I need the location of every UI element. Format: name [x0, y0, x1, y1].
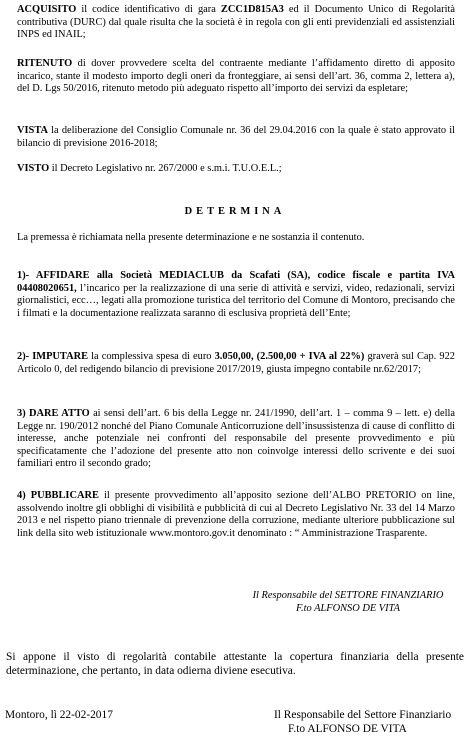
section-heading-determina: DETERMINA [184, 206, 286, 217]
item-3-dare-atto [17, 408, 455, 471]
signature-name: F.to ALFONSO DE VITA [296, 602, 400, 614]
text: graverà sul Cap. 922 Articolo 0, del redigendo bilancio di previsione 2017/2019, giusta impegno contabile nr.62/2017; [17, 351, 455, 375]
text: il codice identificativo di gara [76, 4, 221, 15]
text: ed il Documento Unico di Regolarità contributiva (DURC) dal quale risulta che la società è in regola con gli enti previdenziali ed assistenziali INPS ed INAIL; [17, 4, 455, 41]
keyword-visto: VISTO [17, 163, 50, 174]
keyword-acquisito: ACQUISITO [17, 4, 77, 15]
amount: 3.050,00, (2.500,00 + IVA al 22%) [214, 351, 365, 362]
paragraph-premessa: La premessa è richiamata nella presente determinazione e ne sostanzia il contenuto. [17, 232, 365, 243]
place-date: Montoro, lì 22-02-2017 [5, 709, 113, 721]
footer-signature [274, 708, 470, 737]
paragraph-visto-regolarita: Si appone il visto di regolarità contabile attestante la copertura finanziaria della presente determinazione, che pertanto, in data odierna diviene esecutiva. [6, 651, 464, 678]
item-1-title: 1)- AFFIDARE alla Società MEDIACLUB da Scafati (SA), codice fiscale e partita IVA 04408020651, [17, 270, 455, 294]
item-4-pubblicare [17, 490, 455, 540]
paragraph-ritenuto [17, 58, 455, 96]
text: di dover provvedere scelta del contraente mediante l’affidamento diretto di apposito incarico, stante il modesto importo degli oneri da fronteggiare, ai sensi dell’art. 36, comma 2, lettera a), del D. Lgs 50/2016, ritenuto metodo più adeguato rispetto all’importo dei servizi da espletare; [17, 58, 455, 95]
signature-role: Il Responsabile del SETTORE FINANZIARIO [252, 590, 444, 601]
footer-role: Il Responsabile del Settore Finanziario [274, 709, 452, 721]
text: l’incarico per la realizzazione di una serie di attività e servizi, video, redazionali, servizi giornalistici, ecc…, legati alla promozione turistica del territorio del Comune di Montoro, precisando che i filmati e la documentazione realizzata saranno di esclusiva proprietà dell’Ente; [17, 282, 456, 319]
item-2-imputare [17, 351, 455, 376]
paragraph-visto [17, 163, 455, 176]
keyword-ritenuto: RITENUTO [17, 58, 73, 69]
text: la deliberazione del Consiglio Comunale nr. 36 del 29.04.2016 con la quale è stato approvato il bilancio di previsione 2016-2018; [17, 125, 455, 149]
item-2-title: 2)- IMPUTARE [17, 351, 89, 362]
text: la complessiva spesa di euro [88, 351, 215, 362]
cig-code: ZCC1D815A3 [220, 4, 284, 15]
item-3-title: 3) DARE ATTO [17, 408, 90, 419]
text: il Decreto Legislativo nr. 267/2000 e s.m.i. T.U.O.E.L.; [49, 163, 282, 174]
text: ai sensi dell’art. 6 bis della Legge nr. 241/1990, dell’art. 1 – comma 9 – lett. e) della Legge nr. 190/2012 nonché del Piano Comunale Anticorruzione dell’insussistenza di cause di conflitto di interesse, anche potenziale nei confronti del responsabile del presente provvedimento e più specificatamente che l’adozione del presente atto non coinvolge interessi dello scrivente e dei suoi familiari entro il secondo grado; [17, 408, 455, 470]
item-4-title: 4) PUBBLICARE [17, 490, 99, 501]
paragraph-acquisito [17, 4, 455, 42]
footer-name: F.to ALFONSO DE VITA [288, 723, 407, 736]
item-1-affidare [17, 270, 455, 320]
text: il presente provvedimento all’apposito sezione dell’ALBO PRETORIO on line, assolvendo inoltre gli obblighi di visibilità e pubblicità di cui al Decreto Legislativo Nr. 33 del 14 Marzo 2013 e nel rispetto piano triennale di prevenzione della corruzione, mediante ulteriore pubblicazione sul link della sito web istituzionale www.montoro.gov.it denominato : “ Amministrazione Trasparente. [17, 490, 455, 539]
paragraph-vista [17, 125, 455, 150]
keyword-vista: VISTA [17, 125, 48, 136]
signature-block [232, 590, 464, 615]
